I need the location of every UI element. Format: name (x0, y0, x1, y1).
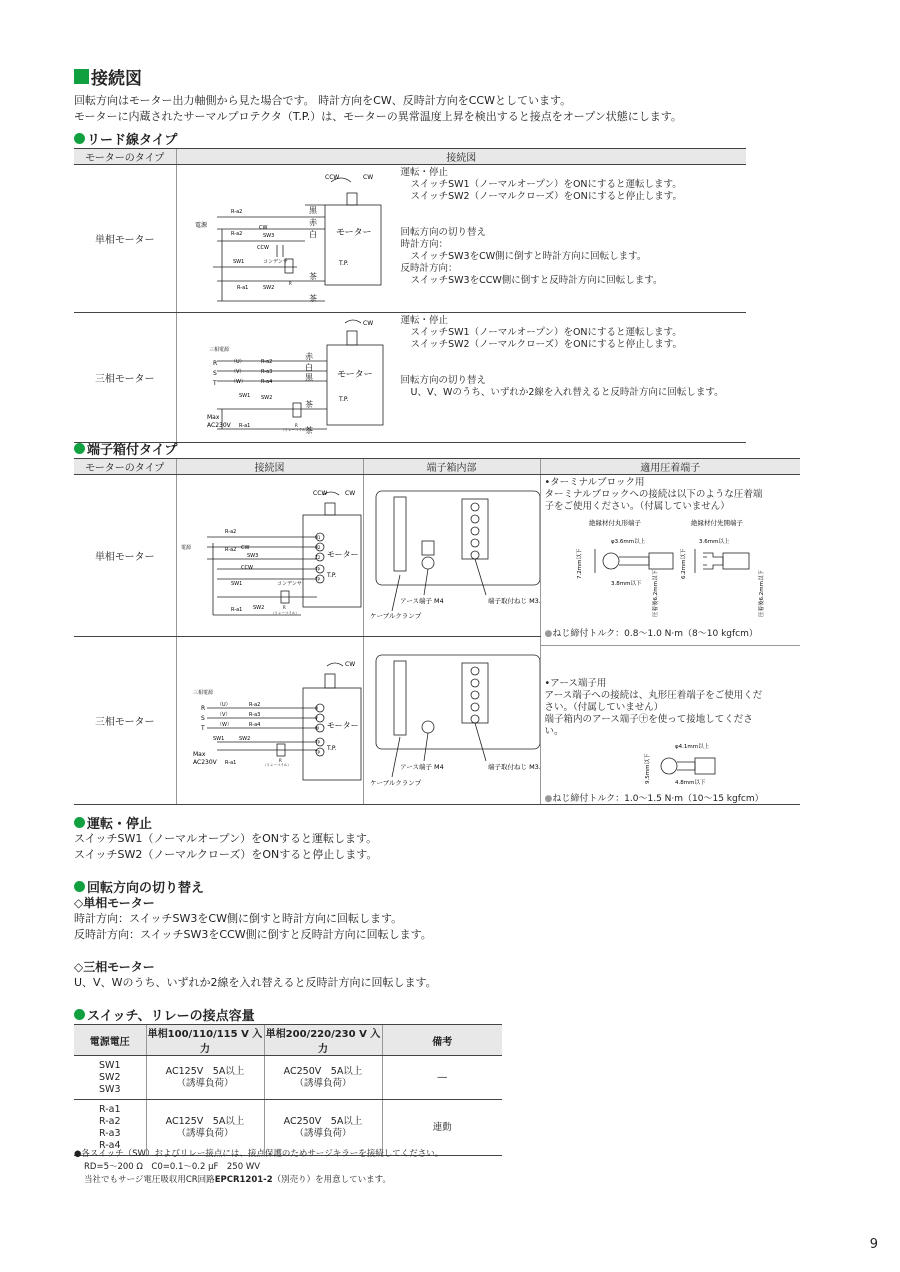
svg-text:SW2: SW2 (260, 395, 272, 401)
svg-text:9.5mm以下: 9.5mm以下 (644, 753, 651, 784)
box-single-diagram (176, 475, 363, 637)
rotation-three: ◇三相モーター U、V、Wのうち、いずれか2線を入れ替えると反時計方向に回転します。 (74, 960, 437, 989)
svg-text:赤: 赤 (304, 352, 313, 361)
svg-text:TP: TP (314, 739, 320, 745)
runstop-heading: 運転・停止 (74, 813, 152, 832)
torque-1: ●ねじ締付トルク：0.8～1.0 N·m（8～10 kgfcm） (544, 629, 758, 639)
svg-text:7.2mm以下: 7.2mm以下 (576, 548, 583, 579)
svg-text:R-a1: R-a1 (236, 285, 248, 291)
svg-text:Max: Max (206, 414, 219, 421)
svg-text:R-a2: R-a2 (248, 701, 260, 708)
svg-text:V: V (314, 715, 318, 721)
svg-text:三相電源: 三相電源 (208, 347, 229, 353)
svg-text:（V）: （V） (230, 369, 244, 375)
svg-text:CW: CW (240, 544, 249, 551)
svg-text:U1: U1 (314, 534, 320, 540)
box-table: モーターのタイプ 接続図 端子箱内部 適用圧着端子 単相モーター CCW CW モーター T.P. 電源 CW SW3 CCW コンデンサ SW1 SW2 R-a2 R-a2 R-a1 R （リレーコイル） U1 U2 Z2 TP TP アース端子 M4 端子取付ねじ M3.5 ケーブルクランプ •ターミナルブロック用 ターミナルブロックへの接続は以下のような圧着端 子をご使用ください。（付属していません） 絶縁材付丸形端子 絶縁材付先開端子 φ3.6mm以上 3.6mm以上 3.8mm以下 7.2mm以下 6.2mm以下 圧着後6.2mm以下 圧着後6.2mm以下 ●ねじ締付トルク：0.8～1.0 N·m（8～10 kgfcm） •アース端子用 アース端子への接続は、丸形圧着端子をご使用くだ さい。（付属していません） 端子箱内のアース端子㊉を使って接地してくださ い。 φ4.1mm以上 9.5mm以下 4.8mm以下 ●ねじ締付トルク：1.0～1.5 N·m（10～15 kgfcm） 三相モーター CW モーター T.P. 三相電源 R S T （U） （V） （W） R-a2 R-a3 R-a4 SW1 SW2 Max AC230V R-a1 R （リレーコイル） U V W TP TP アース端子 M4 端子取付ねじ M3.5 ケーブルクランプ (74, 458, 800, 805)
svg-text:R-a2: R-a2 (224, 546, 236, 553)
capacity-row: SW1 SW2 SW3 AC125V 5A以上 （誘導負荷） AC250V 5A以上 （誘導負荷） ― (74, 1056, 502, 1100)
svg-text:三相電源: 三相電源 (192, 689, 213, 696)
crimp-terminal-diagram (545, 513, 773, 621)
svg-text:TP: TP (314, 566, 320, 572)
bullet-icon (74, 817, 85, 828)
svg-text:R: R (288, 281, 292, 286)
svg-text:CCW: CCW (312, 489, 327, 497)
svg-text:φ4.1mm以上: φ4.1mm以上 (674, 744, 709, 750)
svg-text:T.P.: T.P. (338, 260, 348, 267)
svg-text:黒: 黒 (308, 206, 317, 215)
lead-heading: リード線タイプ (74, 129, 177, 148)
svg-text:Z2: Z2 (314, 554, 320, 560)
svg-text:R-a1: R-a1 (224, 759, 236, 766)
svg-text:茶: 茶 (308, 272, 317, 281)
svg-text:SW1: SW1 (230, 580, 242, 587)
svg-text:TP: TP (314, 576, 320, 582)
svg-text:R-a4: R-a4 (260, 379, 272, 385)
svg-text:3.6mm以上: 3.6mm以上 (698, 539, 729, 545)
svg-text:CW: CW (362, 320, 373, 327)
svg-text:S: S (212, 370, 217, 377)
terminal-box-diagram-3 (364, 637, 540, 797)
svg-text:モーター: モーター (326, 549, 359, 559)
svg-text:SW1: SW1 (232, 259, 244, 265)
svg-text:R: R (282, 604, 286, 610)
box-single-wiring (177, 479, 363, 629)
terminal-box-diagram (364, 475, 540, 625)
svg-text:電源: 電源 (180, 544, 191, 551)
svg-text:4.8mm以下: 4.8mm以下 (674, 780, 705, 786)
svg-text:白: 白 (308, 230, 317, 239)
capacity-heading: スイッチ、リレーの接点容量 (74, 1005, 255, 1024)
svg-text:SW1: SW1 (212, 735, 224, 742)
svg-text:電源: 電源 (194, 222, 207, 229)
bullet-icon (74, 881, 85, 892)
svg-text:W: W (314, 725, 319, 731)
svg-text:（V）: （V） (216, 711, 230, 718)
svg-text:AC230V: AC230V (192, 758, 217, 766)
svg-text:U: U (314, 705, 318, 711)
page-number: 9 (869, 1237, 878, 1252)
box-three-diagram (176, 636, 363, 804)
svg-text:AC230V: AC230V (206, 422, 231, 429)
intro-text: 回転方向はモーター出力軸側から見た場合です。 時計方向をCW、反時計方向をCCWとしています。 モーターに内蔵されたサーマルプロテクタ（T.P.）は、モーターの異常温度上昇を検出すると接点をオープン状態にします。 (74, 94, 682, 123)
svg-text:CW: CW (344, 489, 355, 497)
svg-text:（リレーコイル）: （リレーコイル） (280, 428, 309, 432)
svg-text:R-a2: R-a2 (260, 359, 272, 365)
svg-text:φ3.6mm以上: φ3.6mm以上 (610, 539, 645, 545)
svg-text:6.2mm以下: 6.2mm以下 (680, 548, 687, 579)
page-title: 接続図 (74, 64, 142, 89)
svg-text:TP: TP (314, 749, 320, 755)
svg-text:端子取付ねじ M3.5: 端子取付ねじ M3.5 (487, 597, 540, 605)
svg-text:コンデンサ: コンデンサ (262, 259, 288, 265)
svg-text:R-a2: R-a2 (230, 209, 242, 215)
svg-text:R-a4: R-a4 (248, 721, 260, 728)
svg-text:T: T (200, 724, 205, 732)
three-lead-wiring (177, 313, 401, 439)
svg-text:茶: 茶 (304, 400, 313, 409)
svg-text:SW2: SW2 (238, 735, 250, 742)
svg-text:端子取付ねじ M3.5: 端子取付ねじ M3.5 (487, 762, 540, 771)
svg-text:SW1: SW1 (238, 393, 250, 399)
capacity-table: 電源電圧 単相100/110/115 V 入力 単相200/220/230 V 入力 備考 SW1 SW2 SW3 AC125V 5A以上 （誘導負荷） AC250V 5A以上 （誘導負荷） ― R-a1 R-a2 R-a3 R-a4 AC125V 5A以上 （誘導負荷） AC250V 5A以上 （誘導負荷） 連動 (74, 1024, 502, 1156)
crimp-info: •ターミナルブロック用 ターミナルブロックへの接続は以下のような圧着端 子をご使用ください。（付属していません） 絶縁材付丸形端子 絶縁材付先開端子 φ3.6mm以上 3.6mm以上 3.8mm以下 7.2mm以下 6.2mm以下 圧着後6.2mm以下 圧着後6.2mm以下 ●ねじ締付トルク：0.8～1.0 N·m（8～10 kgfcm） •アース端子用 アース端子への接続は、丸形圧着端子をご使用くだ さい。（付属していません） 端子箱内のアース端子㊉を使って接地してくださ い。 φ4.1mm以上 9.5mm以下 4.8mm以下 ●ねじ締付トルク：1.0～1.5 N·m（10～15 kgfcm） (540, 475, 800, 805)
svg-text:U2: U2 (314, 544, 320, 550)
svg-text:CCW: CCW (324, 174, 339, 181)
rotation-heading: 回転方向の切り替え (74, 877, 204, 896)
svg-text:茶: 茶 (308, 294, 317, 303)
svg-text:CW: CW (362, 174, 373, 181)
lead-table: モーターのタイプ 接続図 単相モーター CCW CW モーター T.P. 電源 黒 赤 白 茶 茶 コンデンサ CW SW3 CCW SW1 SW2 R-a2 R-a2 R-a1 R 運転・停止 スイッチSW1（ノーマルオープン）をONにすると運転します。 スイッチSW2（ノーマルクローズ）をONにすると停止します。 回転方向の切り替え 時計方向： スイッチSW3をCW側に倒すと時計方向に回転します。 反時計方向： スイッチSW3をCCW側に倒すと反時計方向に回転します。 三相モーター CW モーター T.P. 三相電源 R S T （U） （V） （W） R-a2 R-a3 R-a4 赤 白 黒 茶 茶 SW1 SW2 Max AC230V R-a1 R （リレーコイル） 運転・停止 スイッチSW1（ノーマルオープン）をONにすると運転します。 スイッチSW2（ノーマルクローズ）をONにすると停止します。 回転方向の切り替え U、V、Wのうち、いずれか2線を入れ替えると反時計方向に回転します。 (74, 148, 746, 443)
svg-text:T.P.: T.P. (326, 744, 336, 752)
torque-2: ●ねじ締付トルク：1.0～1.5 N·m（10～15 kgfcm） (544, 794, 764, 804)
svg-text:（U）: （U） (216, 701, 231, 708)
svg-text:SW2: SW2 (262, 285, 274, 291)
three-lead-desc: 運転・停止 スイッチSW1（ノーマルオープン）をONにすると運転します。 スイッチSW2（ノーマルクローズ）をONにすると停止します。 回転方向の切り替え U、V、Wのうち、いずれか2線を入れ替えると反時計方向に回転します。 (401, 313, 747, 443)
svg-text:（リレーコイル）: （リレーコイル） (270, 610, 299, 615)
svg-text:アース端子 M4: アース端子 M4 (399, 762, 444, 771)
svg-text:（U）: （U） (230, 359, 245, 365)
svg-text:赤: 赤 (308, 218, 317, 227)
rotation-single: ◇単相モーター 時計方向：スイッチSW3をCW側に倒すと時計方向に回転します。 反時計方向：スイッチSW3をCCW側に倒すと反時計方向に回転します。 (74, 896, 432, 941)
svg-text:CCW: CCW (240, 564, 253, 571)
svg-text:R: R (278, 757, 282, 763)
svg-text:R: R (294, 423, 298, 428)
svg-text:R-a1: R-a1 (238, 423, 250, 429)
capacity-notes: ●各スイッチ（SW）およびリレー接点には、接点保護のためサージキラーを接続してください。 RD=5～200 Ω C0=0.1～0.2 μF 250 WV 当社でもサージ電圧吸収用CR回路EPCR1201-2（別売り）を用意しています。 (74, 1149, 444, 1185)
svg-text:CCW: CCW (256, 245, 269, 251)
svg-text:R-a3: R-a3 (248, 711, 260, 718)
svg-text:黒: 黒 (304, 373, 313, 382)
svg-text:（W）: （W） (216, 721, 232, 728)
three-lead-diagram (176, 313, 401, 443)
box-heading: 端子箱付タイプ (74, 439, 177, 458)
svg-text:絶縁材付先開端子: 絶縁材付先開端子 (690, 519, 743, 527)
box-three-inside (363, 636, 540, 804)
svg-text:S: S (200, 714, 205, 722)
svg-text:白: 白 (304, 363, 313, 372)
single-motor-label: 単相モーター (74, 165, 176, 313)
svg-text:絶縁材付丸形端子: 絶縁材付丸形端子 (588, 519, 641, 527)
svg-text:コンデンサ: コンデンサ (276, 580, 302, 587)
single-lead-wiring (177, 165, 401, 309)
svg-text:（W）: （W） (230, 379, 246, 385)
box-three-wiring (177, 644, 363, 794)
svg-text:ケーブルクランプ: ケーブルクランプ (369, 778, 421, 787)
box-three-label: 三相モーター (74, 636, 176, 804)
svg-text:T.P.: T.P. (326, 571, 336, 579)
svg-text:Max: Max (192, 750, 205, 758)
single-lead-desc: 運転・停止 スイッチSW1（ノーマルオープン）をONにすると運転します。 スイッチSW2（ノーマルクローズ）をONにすると停止します。 回転方向の切り替え 時計方向： スイッチSW3をCW側に倒すと時計方向に回転します。 反時計方向： スイッチSW3をCCW側に倒すと反時計方向に回転します。 (401, 165, 747, 313)
svg-text:圧着後6.2mm以下: 圧着後6.2mm以下 (758, 570, 765, 617)
bullet-icon (74, 1009, 85, 1020)
svg-text:R: R (200, 704, 205, 712)
box-single-inside (363, 475, 540, 637)
svg-text:SW2: SW2 (252, 604, 264, 611)
title-square-icon (74, 69, 89, 84)
svg-text:3.8mm以下: 3.8mm以下 (610, 581, 641, 587)
svg-text:SW3: SW3 (262, 233, 274, 239)
svg-text:R: R (212, 360, 217, 367)
single-lead-diagram (176, 165, 401, 313)
svg-text:CW: CW (258, 225, 267, 231)
svg-text:モーター: モーター (336, 370, 373, 380)
svg-text:（リレーコイル）: （リレーコイル） (262, 762, 291, 767)
capacity-row: R-a1 R-a2 R-a3 R-a4 AC125V 5A以上 （誘導負荷） AC250V 5A以上 （誘導負荷） 連動 (74, 1100, 502, 1156)
svg-text:ケーブルクランプ: ケーブルクランプ (369, 612, 421, 620)
svg-text:SW3: SW3 (246, 552, 258, 559)
bullet-icon (74, 443, 85, 454)
box-single-label: 単相モーター (74, 475, 176, 637)
svg-text:R-a2: R-a2 (224, 528, 236, 535)
earth-terminal-diagram (545, 738, 773, 788)
svg-text:モーター: モーター (335, 228, 372, 238)
svg-text:R-a2: R-a2 (230, 231, 242, 237)
three-motor-label: 三相モーター (74, 313, 176, 443)
svg-text:T: T (212, 380, 217, 387)
svg-text:R-a3: R-a3 (260, 369, 272, 375)
svg-text:T.P.: T.P. (338, 396, 348, 403)
bullet-icon (74, 133, 85, 144)
svg-text:CW: CW (344, 660, 355, 668)
runstop-text: スイッチSW1（ノーマルオープン）をONすると運転します。 スイッチSW2（ノーマルクローズ）をONすると停止します。 (74, 832, 378, 861)
svg-text:R-a1: R-a1 (230, 606, 242, 613)
svg-text:圧着後6.2mm以下: 圧着後6.2mm以下 (652, 570, 659, 617)
svg-text:茶: 茶 (304, 426, 313, 435)
svg-text:モーター: モーター (326, 720, 359, 730)
svg-text:アース端子 M4: アース端子 M4 (399, 597, 444, 605)
